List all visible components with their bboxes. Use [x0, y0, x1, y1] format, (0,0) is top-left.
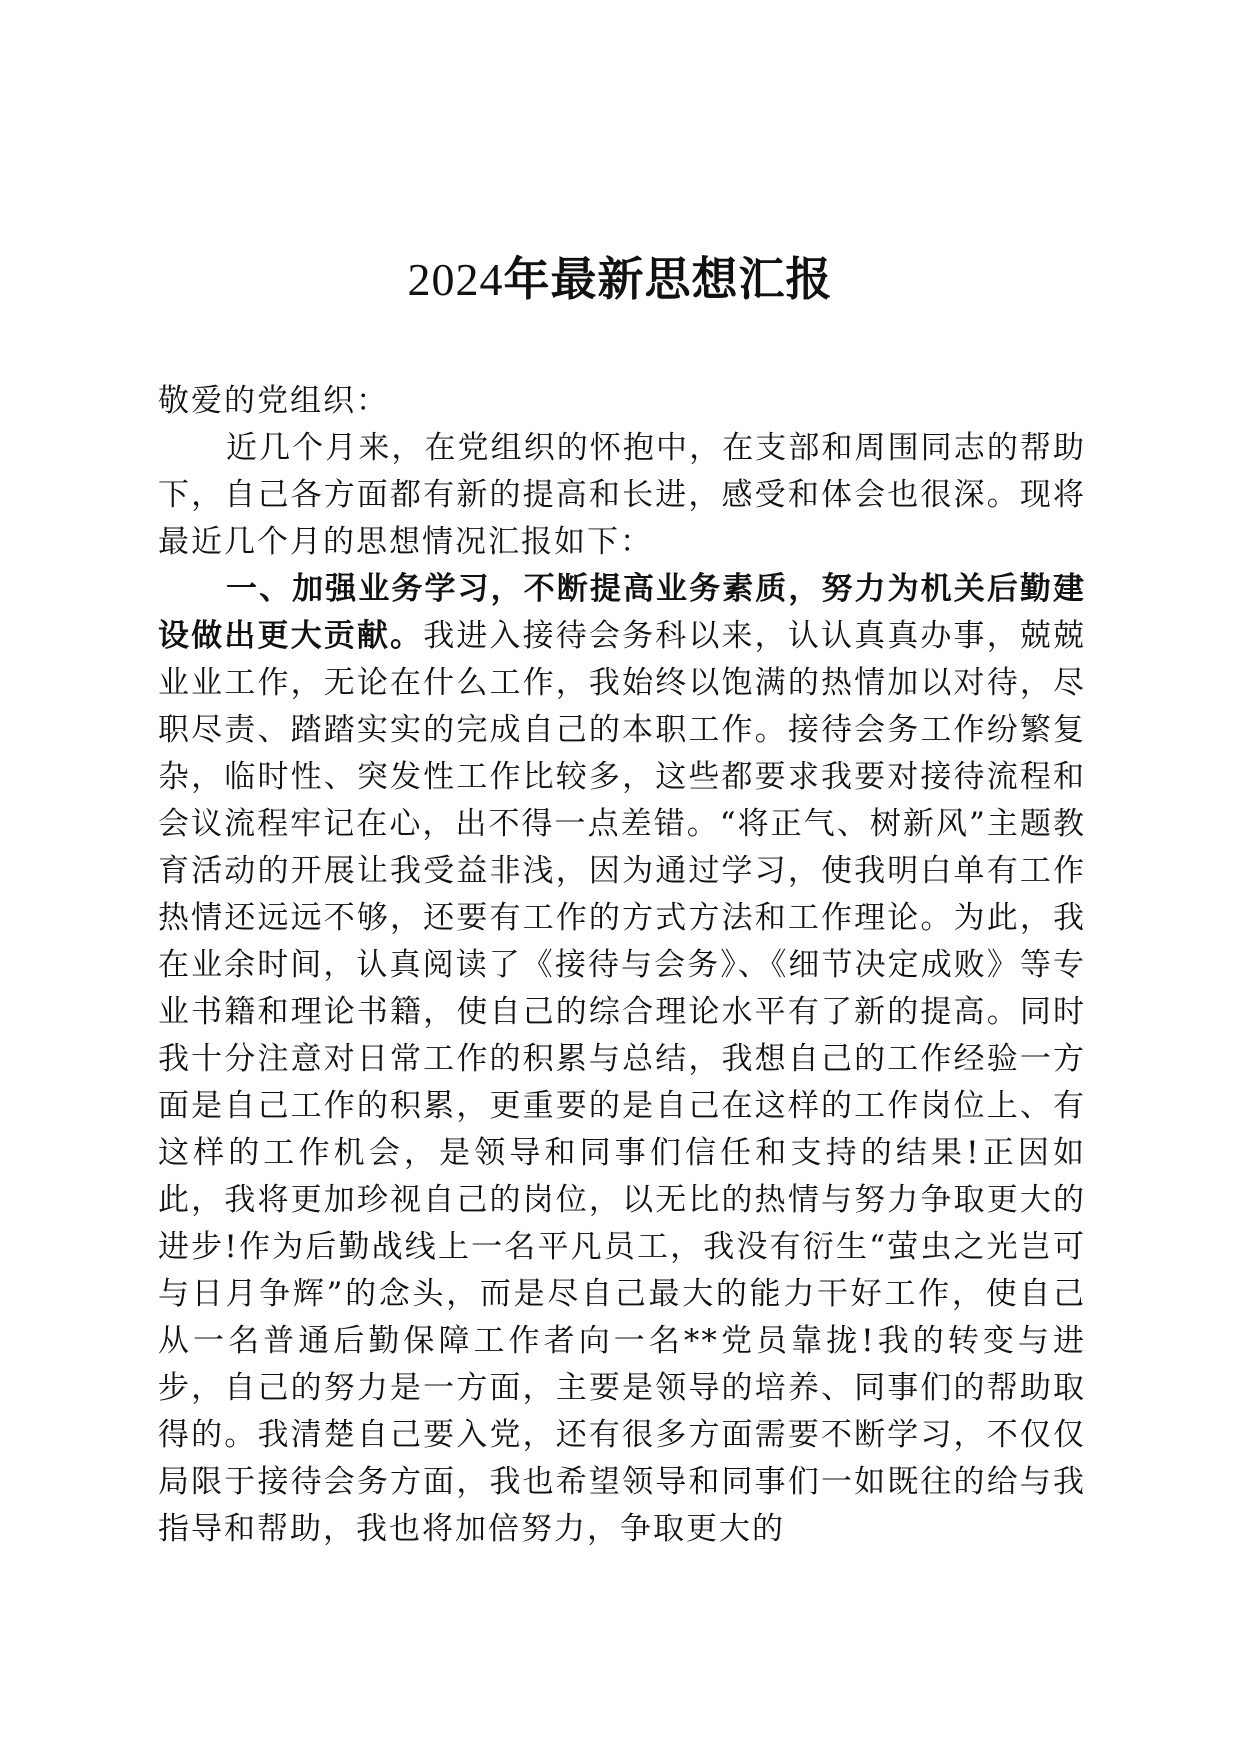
salutation: 敬爱的党组织：	[158, 383, 389, 419]
intro-paragraph: 近几个月来，在党组织的怀抱中，在支部和周围同志的帮助下，自己各方面都有新的提高和长进，感受和体会也很深。现将最近几个月的思想情况汇报如下：	[158, 430, 1086, 560]
section-1-body: 我进入接待会务科以来，认认真真办事，兢兢业业工作，无论在什么工作，我始终以饱满的热情加以对待，尽职尽责、踏踏实实的完成自己的本职工作。接待会务工作纷繁复杂，临时性、突发性工作比较多，这些都要求我要对接待流程和会议流程牢记在心，出不得一点差错。“将正气、树新风”主题教育活动的开展让我受益非浅，因为通过学习，使我明白单有工作热情还远远不够，还要有工作的方式方法和工作理论。为此，我在业余时间，认真阅读了《接待与会务》、《细节决定成败》等专业书籍和理论书籍，使自己的综合理论水平有了新的提高。同时我十分注意对日常工作的积累与总结，我想自己的工作经验一方面是自己工作的积累，更重要的是自己在这样的工作岗位上、有这样的工作机会，是领导和同事们信任和支持的结果!正因如此，我将更加珍视自己的岗位，以无比的热情与努力争取更大的进步!作为后勤战线上一名平凡员工，我没有衍生“萤虫之光岂可与日月争辉”的念头，而是尽自己最大的能力干好工作，使自己从一名普通后勤保障工作者向一名**党员靠拢!我的转变与进步，自己的努力是一方面，主要是领导的培养、同事们的帮助取得的。我清楚自己要入党，还有很多方面需要不断学习，不仅仅局限于接待会务方面，我也希望领导和同事们一如既往的给与我指导和帮助，我也将加倍努力，争取更大的	[158, 618, 1087, 1547]
document-body	[158, 378, 1086, 1553]
title-text: 年最新思想汇报	[503, 252, 833, 306]
document-title	[0, 252, 1240, 307]
title-year: 2024	[407, 254, 504, 305]
section-1-heading: 一、加强业务学习，不断提高业务素质，努力为机关后勤建设做出更大贡献。	[158, 571, 1086, 654]
section-1-paragraph	[158, 566, 1086, 1553]
